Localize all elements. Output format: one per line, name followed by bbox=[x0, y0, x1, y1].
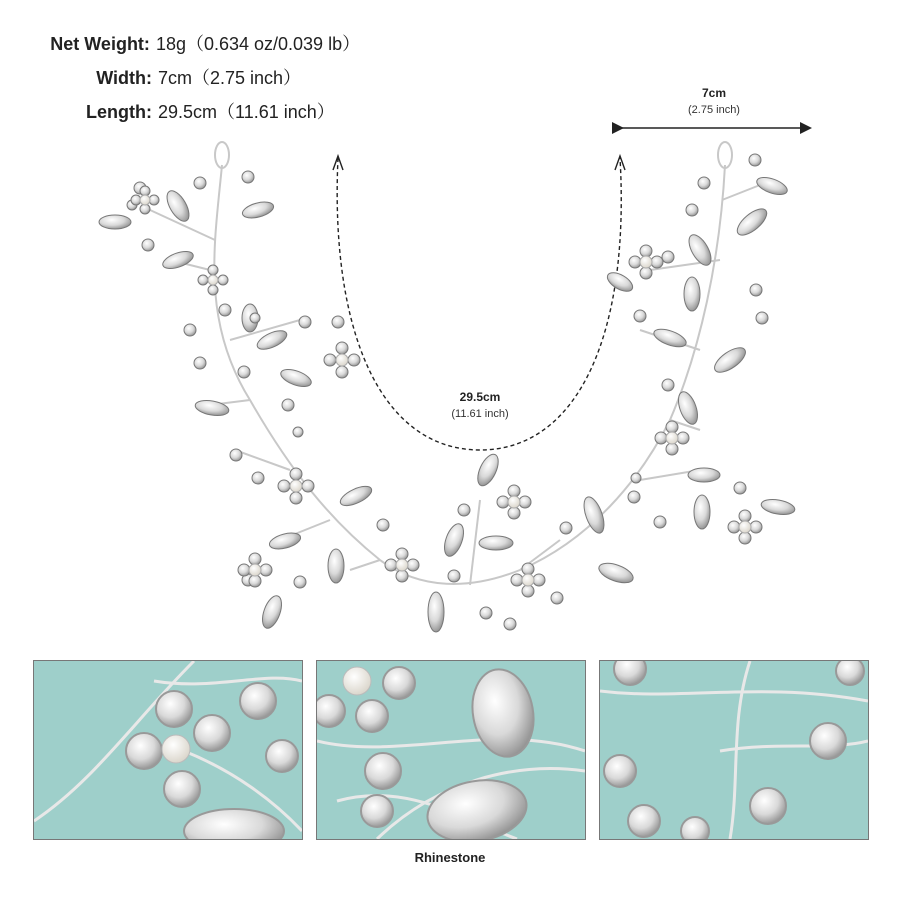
detail-caption: Rhinestone bbox=[414, 850, 486, 865]
net-weight-label: Net Weight: bbox=[50, 34, 150, 54]
length-dimension-imperial: (11.61 inch) bbox=[451, 408, 509, 420]
width-dimension-metric: 7cm bbox=[701, 86, 727, 100]
detail-photo-2 bbox=[316, 660, 586, 840]
width-value: 7cm（2.75 inch） bbox=[158, 68, 302, 88]
net-weight-value: 18g（0.634 oz/0.039 lb） bbox=[155, 34, 361, 54]
width-dimension-imperial: (2.75 inch) bbox=[688, 104, 740, 116]
vine-wire bbox=[150, 142, 760, 585]
detail-photo-1 bbox=[33, 660, 303, 840]
length-dimension-label bbox=[428, 390, 532, 420]
detail-photo-3 bbox=[599, 660, 869, 840]
length-value: 29.5cm（11.61 inch） bbox=[158, 102, 335, 122]
width-label: Width: bbox=[96, 68, 152, 88]
length-label: Length: bbox=[86, 102, 152, 122]
length-dimension-metric: 29.5cm bbox=[459, 390, 501, 404]
width-dimension-label bbox=[662, 86, 766, 116]
